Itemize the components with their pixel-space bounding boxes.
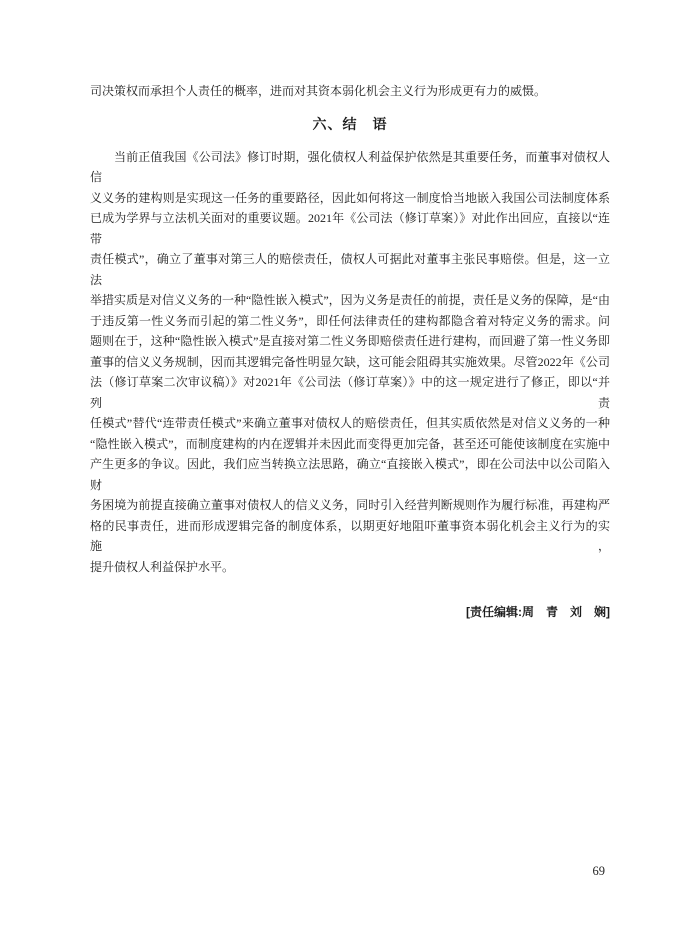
paragraph-line: 当前正值我国《公司法》修订时期，强化债权人利益保护依然是其重要任务，而董事对债权人信 — [90, 149, 610, 184]
leading-paragraph-text: 司决策权而承担个人责任的概率，进而对其资本弱化机会主义行为形成更有力的威慑。 — [90, 84, 547, 98]
paragraph-line: 法（修订草案二次审议稿）》对2021年《公司法（修订草案）》中的这一规定进行了修正，即以“并列责 — [90, 375, 610, 410]
section-heading: 六、结 语 — [312, 115, 388, 132]
paragraph-line: 责任模式”，确立了董事对第三人的赔偿责任，债权人可据此对董事主张民事赔偿。但是，这一立法 — [90, 252, 610, 287]
paragraph-line: 举措实质是对信义义务的一种“隐性嵌入模式”，因为义务是责任的前提，责任是义务的保障，是“由 — [90, 293, 610, 307]
paragraph-line: 义义务的建构则是实现这一任务的重要路径，因此如何将这一制度恰当地嵌入我国公司法制度体系 — [90, 190, 610, 205]
page-number: 69 — [592, 864, 605, 878]
paragraph-line: “隐性嵌入模式”，而制度建构的内在逻辑并未因此而变得更加完备，甚至还可能使该制度在实施中 — [90, 436, 610, 451]
paragraph-line: 已成为学界与立法机关面对的重要议题。2021年《公司法（修订草案）》对此作出回应，直接以“连带 — [90, 211, 610, 246]
paragraph-line: 提升债权人利益保护水平。 — [90, 559, 235, 574]
paragraph-line: 董事的信义义务规制，因而其逻辑完备性明显欠缺，这可能会阻碍其实施效果。尽管2022年《公司 — [90, 354, 610, 369]
paragraph-line: 产生更多的争议。因此，我们应当转换立法思路，确立“直接嵌入模式”，即在公司法中以公司陷入财 — [90, 457, 610, 492]
paragraph-line: 格的民事责任，进而形成逻辑完备的制度体系，以期更好地阻吓董事资本弱化机会主义行为的实施， — [90, 518, 610, 553]
conclusion-paragraph — [90, 147, 610, 578]
paragraph-line: 题则在于，这种“隐性嵌入模式”是直接对第二性义务即赔偿责任进行建构，而回避了第一性义务即 — [90, 334, 610, 348]
paragraph-line: 于违反第一性义务而引起的第二性义务”，即任何法律责任的建构都隐含着对特定义务的需求。问 — [90, 313, 610, 328]
paragraph-line: 任模式”替代“连带责任模式”来确立董事对债权人的赔偿责任，但其实质依然是对信义义务的一种 — [90, 416, 610, 430]
paragraph-line: 务困境为前提直接确立董事对债权人的信义义务，同时引入经营判断规则作为履行标准，再建构严 — [90, 498, 610, 512]
text-block — [90, 0, 610, 622]
editor-note: [责任编辑:周 青 刘 娴] — [466, 605, 610, 619]
